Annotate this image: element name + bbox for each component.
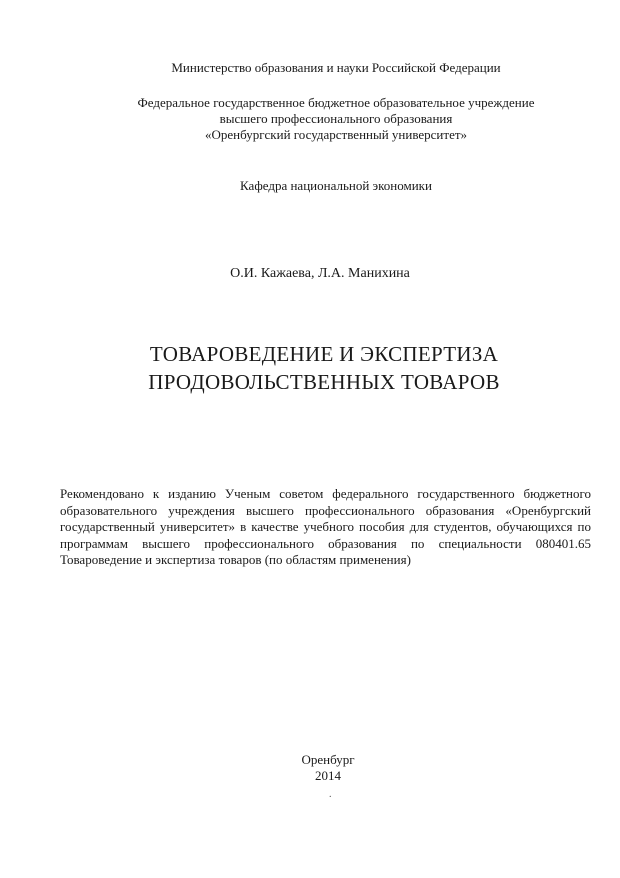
institution-line-2: высшего профессионального образования [219,111,453,126]
publication-year: 2014 [315,768,341,783]
ministry-name: Министерство образования и науки Российской Федерации [171,60,501,75]
authors: О.И. Кажаева, Л.А. Манихина [230,266,410,281]
book-title-line-1: ТОВАРОВЕДЕНИЕ И ЭКСПЕРТИЗА [149,342,499,366]
recommendation-text: Рекомендовано к изданию Ученым советом федерального государственного бюджетного образовательного учреждения высшего профессионального образования «Оренбургский государственный университет» в качестве учебного пособия для студентов, обучающихся по программам высшего профессионального образования по специальности 080401.65 Товароведение и экспертиза товаров (по областям применения) [60,486,591,567]
department-name: Кафедра национальной экономики [240,178,432,193]
book-title-line-2: ПРОДОВОЛЬСТВЕННЫХ ТОВАРОВ [148,370,500,394]
publication-city: Оренбург [301,752,355,767]
institution-line-1: Федеральное государственное бюджетное образовательное учреждение [137,95,535,110]
footer-mark: . [329,789,332,800]
institution-line-3: «Оренбургский государственный университет» [204,127,468,142]
